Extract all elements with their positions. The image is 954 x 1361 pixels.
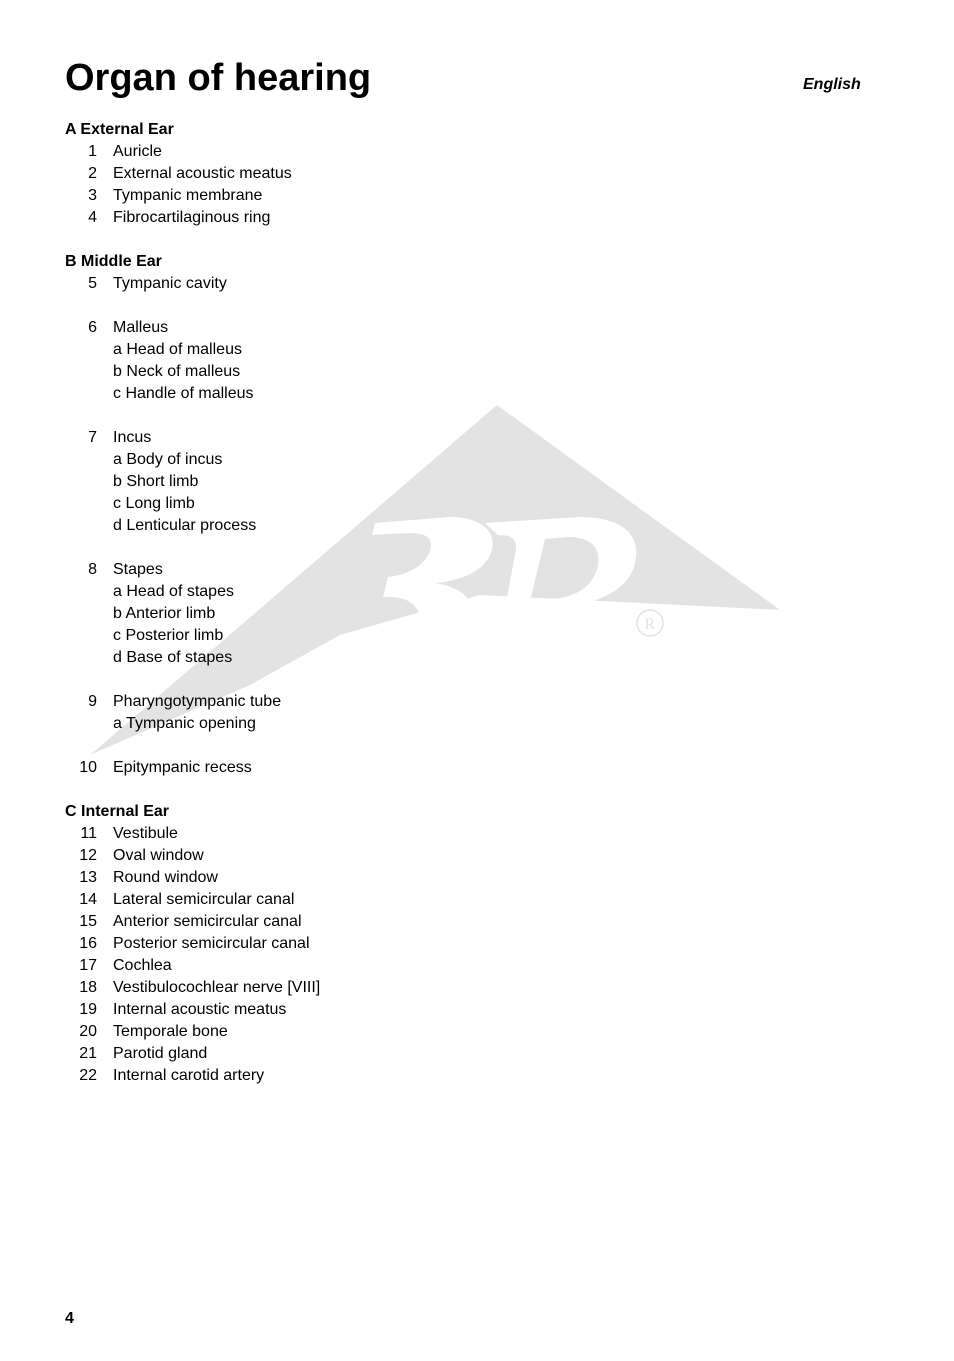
item-label: Pharyngotympanic tube xyxy=(113,693,282,710)
sub-item-label: b Neck of malleus xyxy=(113,363,241,380)
item-label: Malleus xyxy=(113,319,169,336)
list-item xyxy=(65,185,485,207)
item-number: 22 xyxy=(79,1067,97,1084)
item-label: Temporale bone xyxy=(113,1023,228,1040)
sub-item xyxy=(65,339,485,361)
item-number: 11 xyxy=(80,825,97,842)
sub-item-label: a Body of incus xyxy=(113,451,223,468)
sub-item xyxy=(65,449,485,471)
item-number: 19 xyxy=(79,1001,97,1018)
item-label: Cochlea xyxy=(113,957,172,974)
blank-line xyxy=(65,229,485,251)
item-number: 14 xyxy=(79,891,97,908)
list-item xyxy=(65,911,485,933)
list-item xyxy=(65,1065,485,1087)
item-label: Tympanic membrane xyxy=(113,187,263,204)
item-number: 4 xyxy=(88,209,97,226)
list-item xyxy=(65,889,485,911)
page-title: Organ of hearing xyxy=(65,57,372,99)
sub-item xyxy=(65,383,485,405)
item-label: Epitympanic recess xyxy=(113,759,252,776)
list-item xyxy=(65,691,485,713)
list-item xyxy=(65,163,485,185)
list-item xyxy=(65,867,485,889)
item-number: 10 xyxy=(79,759,97,776)
sub-item xyxy=(65,581,485,603)
item-label: Auricle xyxy=(113,143,162,160)
section-heading: C Internal Ear xyxy=(65,803,170,820)
page-number: 4 xyxy=(65,1310,74,1327)
sub-item xyxy=(65,713,485,735)
item-label: Lateral semicircular canal xyxy=(113,891,295,908)
item-number: 15 xyxy=(79,913,97,930)
item-label: External acoustic meatus xyxy=(113,165,292,182)
item-number: 20 xyxy=(79,1023,97,1040)
item-label: Oval window xyxy=(113,847,204,864)
list-item xyxy=(65,757,485,779)
item-label: Vestibule xyxy=(113,825,178,842)
sub-item xyxy=(65,603,485,625)
item-label: Stapes xyxy=(113,561,163,578)
sub-item xyxy=(65,515,485,537)
item-number: 21 xyxy=(79,1045,97,1062)
list-item xyxy=(65,317,485,339)
item-number: 13 xyxy=(79,869,97,886)
item-label: Vestibulocochlear nerve [VIII] xyxy=(113,979,321,996)
item-label: Internal acoustic meatus xyxy=(113,1001,287,1018)
item-number: 17 xyxy=(79,957,97,974)
item-label: Tympanic cavity xyxy=(113,275,227,292)
item-label: Anterior semicircular canal xyxy=(113,913,302,930)
blank-line xyxy=(65,779,485,801)
item-number: 3 xyxy=(88,187,97,204)
item-number: 7 xyxy=(88,429,97,446)
sub-item xyxy=(65,625,485,647)
list-item xyxy=(65,141,485,163)
structure-list xyxy=(65,119,485,1087)
item-number: 2 xyxy=(88,165,97,182)
blank-line xyxy=(65,405,485,427)
list-item xyxy=(65,427,485,449)
item-label: Round window xyxy=(113,869,218,886)
item-number: 18 xyxy=(79,979,97,996)
list-item xyxy=(65,207,485,229)
sub-item xyxy=(65,493,485,515)
language-label: English xyxy=(803,76,861,93)
item-number: 6 xyxy=(88,319,97,336)
list-item xyxy=(65,823,485,845)
item-number: 16 xyxy=(79,935,97,952)
sub-item-label: d Base of stapes xyxy=(113,649,233,666)
item-number: 12 xyxy=(79,847,97,864)
list-item xyxy=(65,273,485,295)
sub-item xyxy=(65,361,485,383)
item-number: 5 xyxy=(88,275,97,292)
section-heading: A External Ear xyxy=(65,121,174,138)
list-item xyxy=(65,977,485,999)
list-item xyxy=(65,845,485,867)
list-item xyxy=(65,955,485,977)
section-heading: B Middle Ear xyxy=(65,253,162,270)
blank-line xyxy=(65,537,485,559)
list-item xyxy=(65,1021,485,1043)
blank-line xyxy=(65,669,485,691)
item-label: Incus xyxy=(113,429,152,446)
list-item xyxy=(65,999,485,1021)
sub-item-label: b Short limb xyxy=(113,473,199,490)
list-item xyxy=(65,933,485,955)
list-item xyxy=(65,559,485,581)
sub-item xyxy=(65,471,485,493)
sub-item-label: c Long limb xyxy=(113,495,195,512)
item-number: 9 xyxy=(88,693,97,710)
sub-item-label: c Posterior limb xyxy=(113,627,224,644)
sub-item-label: a Head of stapes xyxy=(113,583,234,600)
sub-item-label: a Head of malleus xyxy=(113,341,242,358)
blank-line xyxy=(65,735,485,757)
item-label: Internal carotid artery xyxy=(113,1067,265,1084)
item-label: Parotid gland xyxy=(113,1045,208,1062)
item-label: Fibrocartilaginous ring xyxy=(113,209,271,226)
sub-item-label: c Handle of malleus xyxy=(113,385,254,402)
sub-item-label: b Anterior limb xyxy=(113,605,216,622)
sub-item-label: a Tympanic opening xyxy=(113,715,256,732)
item-number: 8 xyxy=(88,561,97,578)
sub-item xyxy=(65,647,485,669)
svg-text:R: R xyxy=(644,616,656,633)
sub-item-label: d Lenticular process xyxy=(113,517,257,534)
blank-line xyxy=(65,295,485,317)
list-item xyxy=(65,1043,485,1065)
item-label: Posterior semicircular canal xyxy=(113,935,310,952)
item-number: 1 xyxy=(88,143,97,160)
